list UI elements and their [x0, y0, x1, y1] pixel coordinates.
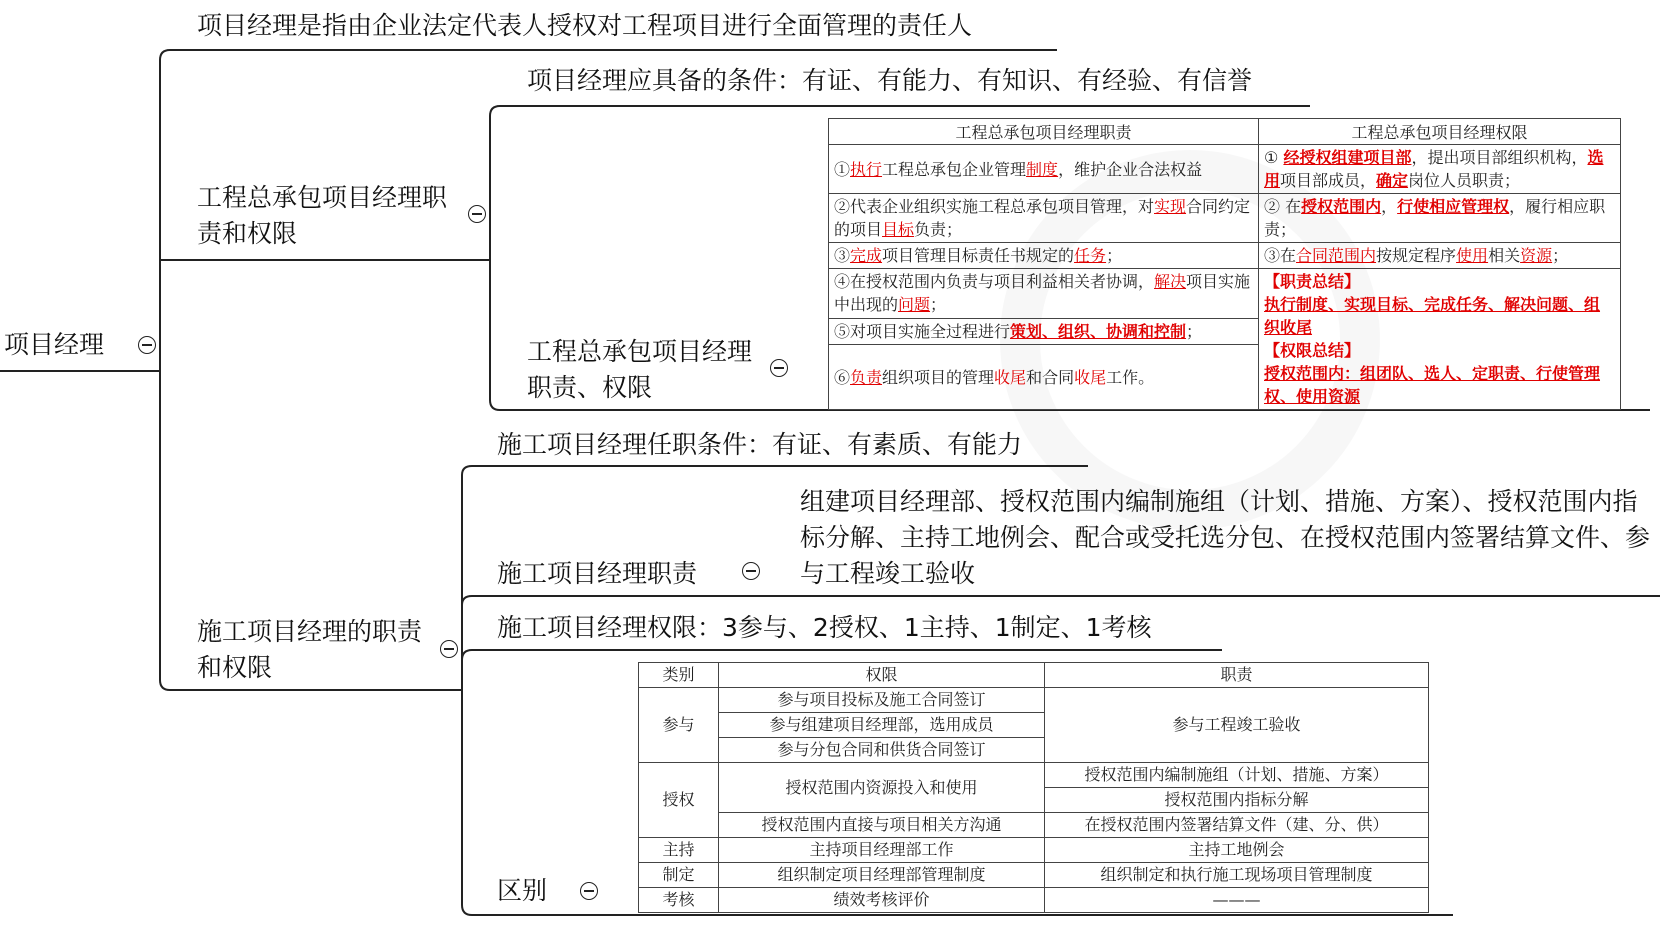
ci-duties-text[interactable]: 组建项目经理部、授权范围内编制施组（计划、措施、方案）、授权范围内指标分解、主持工地例会、配合或受托选分包、在授权范围内签署结算文件、参与工程竣工验收	[800, 487, 1651, 588]
category-cell: 考核	[639, 888, 719, 913]
right-cell: 参与组建项目经理部，选用成员	[719, 713, 1045, 738]
right-cell: 参与分包合同和供货合同签订	[719, 738, 1045, 763]
duty-cell: ———	[1045, 888, 1429, 913]
table-header: 类别	[639, 663, 719, 688]
collapse-toggle-diff[interactable]	[580, 882, 598, 900]
duty-cell: 在授权范围内签署结算文件（建、分、供）	[1045, 813, 1429, 838]
duty-cell: 授权范围内指标分解	[1045, 788, 1429, 813]
duty-cell-4: ④在授权范围内负责与项目利益相关者协调，解决项目实施中出现的问题；	[829, 269, 1259, 319]
root-node-label[interactable]: 项目经理	[4, 330, 105, 359]
gc-sub-label[interactable]: 工程总承包项目经理职责、权限	[527, 337, 753, 402]
right-cell: 组织制定项目经理部管理制度	[719, 863, 1045, 888]
table-header: 工程总承包项目经理权限	[1259, 119, 1621, 145]
duty-cell-5: ⑤对项目实施全过程进行策划、组织、协调和控制；	[829, 318, 1259, 344]
collapse-toggle-gc[interactable]	[468, 205, 486, 223]
right-cell: 参与项目投标及施工合同签订	[719, 688, 1045, 713]
category-cell: 参与	[639, 688, 719, 763]
duty-cell-3: ③完成项目管理目标责任书规定的任务；	[829, 243, 1259, 269]
category-cell: 主持	[639, 838, 719, 863]
duty-summary-title: 【职责总结】	[1264, 272, 1361, 291]
right-cell: 授权范围内直接与项目相关方沟通	[719, 813, 1045, 838]
right-cell: 主持项目经理部工作	[719, 838, 1045, 863]
right-cell: 绩效考核评价	[719, 888, 1045, 913]
right-cell: 授权范围内资源投入和使用	[719, 763, 1045, 813]
summary-cell	[1259, 269, 1621, 410]
ci-duties-label[interactable]: 施工项目经理职责	[497, 559, 698, 588]
table-header: 权限	[719, 663, 1045, 688]
ci-rights-summary-node[interactable]: 施工项目经理权限：3参与、2授权、1主持、1制定、1考核	[497, 613, 1152, 642]
gc-branch-label[interactable]: 工程总承包项目经理职责和权限	[197, 183, 448, 248]
collapse-toggle-root[interactable]	[138, 336, 156, 354]
definition-node[interactable]: 项目经理是指由企业法定代表人授权对工程项目进行全面管理的责任人	[197, 11, 973, 40]
table-header: 职责	[1045, 663, 1429, 688]
duty-cell: 组织制定和执行施工现场项目管理制度	[1045, 863, 1429, 888]
table-header: 工程总承包项目经理职责	[829, 119, 1259, 145]
right-cell-1: ① 经授权组建项目部，提出项目部组织机构，选用项目部成员，确定岗位人员职责；	[1259, 145, 1621, 194]
right-summary-title: 【权限总结】	[1264, 341, 1361, 360]
duty-cell-1: ①执行工程总承包企业管理制度，维护企业合法权益	[829, 145, 1259, 194]
right-cell-2: ② 在授权范围内，行使相应管理权，履行相应职责；	[1259, 194, 1621, 243]
right-cell-3: ③在合同范围内按规定程序使用相关资源；	[1259, 243, 1621, 269]
ci-rights-duties-table	[638, 662, 1429, 913]
duty-cell-2: ②代表企业组织实施工程总承包项目管理，对实现合同约定的项目目标负责；	[829, 194, 1259, 243]
duty-cell: 参与工程竣工验收	[1045, 688, 1429, 763]
ci-branch-label[interactable]: 施工项目经理的职责和权限	[197, 617, 423, 682]
duty-cell: 授权范围内编制施组（计划、措施、方案）	[1045, 763, 1429, 788]
category-cell: 授权	[639, 763, 719, 838]
category-cell: 制定	[639, 863, 719, 888]
duty-cell: 主持工地例会	[1045, 838, 1429, 863]
duty-cell-6: ⑥负责组织项目的管理收尾和合同收尾工作。	[829, 345, 1259, 410]
collapse-toggle-ci[interactable]	[440, 640, 458, 658]
collapse-toggle-gc-sub[interactable]	[770, 359, 788, 377]
right-summary: 授权范围内：组团队、选人、定职责、行使管理权、使用资源	[1264, 364, 1601, 406]
diff-label[interactable]: 区别	[497, 876, 548, 905]
gc-duties-rights-table	[828, 118, 1621, 410]
collapse-toggle-ci-duties[interactable]	[742, 562, 760, 580]
duty-summary: 执行制度、实现目标、完成任务、解决问题、组织收尾	[1264, 295, 1601, 337]
gc-conditions-node[interactable]: 项目经理应具备的条件：有证、有能力、有知识、有经验、有信誉	[527, 66, 1253, 95]
ci-conditions-node[interactable]: 施工项目经理任职条件：有证、有素质、有能力	[497, 430, 1023, 459]
